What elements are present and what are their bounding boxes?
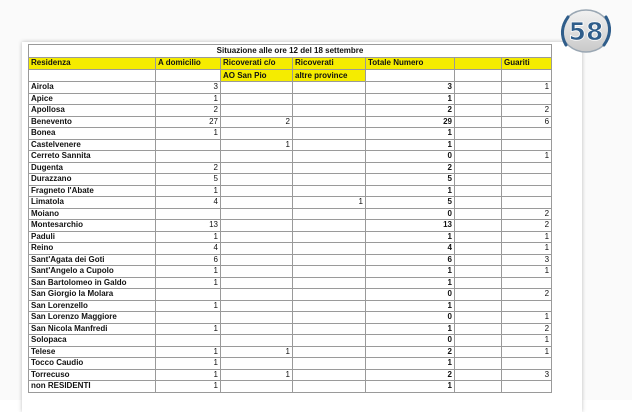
ricoverati-sanpio-cell (221, 208, 293, 220)
residenza-cell: San Lorenzello (29, 300, 156, 312)
spacer-cell (455, 243, 502, 255)
totale-cell: 2 (366, 162, 455, 174)
guariti-cell: 1 (502, 231, 552, 243)
guariti-cell: 2 (502, 323, 552, 335)
ricoverati-altre-cell (293, 116, 366, 128)
header-ricoverati-altre: Ricoverati (293, 58, 366, 70)
table-row (29, 335, 552, 347)
ricoverati-sanpio-cell (221, 358, 293, 370)
spacer-cell (455, 312, 502, 324)
table-row (29, 185, 552, 197)
table-row (29, 197, 552, 209)
guariti-cell: 2 (502, 289, 552, 301)
table-row (29, 289, 552, 301)
domicilio-cell: 4 (156, 197, 221, 209)
table-row (29, 174, 552, 186)
guariti-cell: 1 (502, 243, 552, 255)
ricoverati-sanpio-cell: 1 (221, 139, 293, 151)
residenza-cell: San Giorgio la Molara (29, 289, 156, 301)
ricoverati-altre-cell (293, 346, 366, 358)
domicilio-cell: 2 (156, 162, 221, 174)
ricoverati-altre-cell (293, 277, 366, 289)
spacer-cell (455, 151, 502, 163)
domicilio-cell: 1 (156, 231, 221, 243)
ricoverati-sanpio-cell (221, 243, 293, 255)
domicilio-cell: 1 (156, 346, 221, 358)
spacer-cell (455, 185, 502, 197)
domicilio-cell: 1 (156, 266, 221, 278)
spacer-cell (455, 105, 502, 117)
guariti-cell: 1 (502, 266, 552, 278)
table-row (29, 254, 552, 266)
domicilio-cell (156, 289, 221, 301)
spacer-cell (455, 174, 502, 186)
domicilio-cell: 1 (156, 277, 221, 289)
guariti-cell: 1 (502, 151, 552, 163)
totale-cell: 2 (366, 346, 455, 358)
guariti-cell (502, 174, 552, 186)
totale-cell: 0 (366, 312, 455, 324)
guariti-cell (502, 139, 552, 151)
domicilio-cell (156, 139, 221, 151)
totale-cell: 1 (366, 323, 455, 335)
header-residenza: Residenza (29, 58, 156, 70)
residenza-cell: Montesarchio (29, 220, 156, 232)
residenza-cell: San Bartolomeo in Galdo (29, 277, 156, 289)
totale-cell: 2 (366, 369, 455, 381)
domicilio-cell (156, 312, 221, 324)
spacer-cell (455, 128, 502, 140)
ricoverati-altre-cell (293, 128, 366, 140)
residenza-cell: Solopaca (29, 335, 156, 347)
ricoverati-sanpio-cell (221, 151, 293, 163)
domicilio-cell: 3 (156, 82, 221, 94)
table-row (29, 128, 552, 140)
totale-cell: 3 (366, 82, 455, 94)
residenza-cell: Sant'Angelo a Cupolo (29, 266, 156, 278)
guariti-cell (502, 197, 552, 209)
ricoverati-altre-cell (293, 266, 366, 278)
spacer-cell (455, 220, 502, 232)
table-row (29, 369, 552, 381)
ricoverati-sanpio-cell (221, 335, 293, 347)
totale-cell: 2 (366, 105, 455, 117)
residenza-cell: Tocco Caudio (29, 358, 156, 370)
spacer-cell (455, 254, 502, 266)
table-row (29, 323, 552, 335)
ricoverati-altre-cell (293, 289, 366, 301)
header-ricoverati-altre-line2: altre province (293, 70, 366, 82)
ricoverati-sanpio-cell (221, 300, 293, 312)
table-title-row (29, 45, 552, 58)
totale-cell: 0 (366, 289, 455, 301)
ricoverati-sanpio-cell: 2 (221, 116, 293, 128)
spacer-cell (455, 323, 502, 335)
totale-cell: 1 (366, 277, 455, 289)
domicilio-cell: 1 (156, 369, 221, 381)
ricoverati-altre-cell (293, 162, 366, 174)
ricoverati-altre-cell (293, 369, 366, 381)
table-row (29, 151, 552, 163)
guariti-cell: 2 (502, 105, 552, 117)
ricoverati-altre-cell (293, 358, 366, 370)
table-row (29, 243, 552, 255)
totale-cell: 1 (366, 266, 455, 278)
table-row (29, 231, 552, 243)
residenza-cell: San Nicola Manfredi (29, 323, 156, 335)
guariti-cell: 1 (502, 346, 552, 358)
spacer-cell (455, 197, 502, 209)
guariti-cell (502, 300, 552, 312)
totale-cell: 6 (366, 254, 455, 266)
header2-empty-2 (156, 70, 221, 82)
guariti-cell: 6 (502, 116, 552, 128)
table-row (29, 82, 552, 94)
totale-cell: 1 (366, 231, 455, 243)
header-totale: Totale Numero (366, 58, 455, 70)
spacer-cell (455, 208, 502, 220)
ricoverati-sanpio-cell (221, 162, 293, 174)
residenza-cell: Apollosa (29, 105, 156, 117)
residenza-cell: Castelvenere (29, 139, 156, 151)
residenza-cell: Apice (29, 93, 156, 105)
ricoverati-sanpio-cell (221, 82, 293, 94)
ricoverati-altre-cell (293, 105, 366, 117)
totale-cell: 5 (366, 197, 455, 209)
ricoverati-sanpio-cell: 1 (221, 369, 293, 381)
totale-cell: 4 (366, 243, 455, 255)
spacer-cell (455, 300, 502, 312)
domicilio-cell (156, 335, 221, 347)
domicilio-cell: 1 (156, 381, 221, 393)
totale-cell: 1 (366, 93, 455, 105)
ricoverati-sanpio-cell (221, 174, 293, 186)
spacer-cell (455, 335, 502, 347)
domicilio-cell: 1 (156, 323, 221, 335)
guariti-cell: 3 (502, 254, 552, 266)
totale-cell: 1 (366, 358, 455, 370)
residenza-cell: Durazzano (29, 174, 156, 186)
header2-empty-5 (366, 70, 455, 82)
ricoverati-altre-cell (293, 82, 366, 94)
logo-text: 58 (568, 17, 604, 46)
totale-cell: 0 (366, 151, 455, 163)
residenza-cell: Cerreto Sannita (29, 151, 156, 163)
guariti-cell: 2 (502, 208, 552, 220)
domicilio-cell: 1 (156, 93, 221, 105)
residenza-cell: Bonea (29, 128, 156, 140)
ricoverati-altre-cell (293, 254, 366, 266)
domicilio-cell: 1 (156, 358, 221, 370)
ricoverati-sanpio-cell (221, 289, 293, 301)
totale-cell: 13 (366, 220, 455, 232)
header-guariti: Guariti (502, 58, 552, 70)
spacer-cell (455, 231, 502, 243)
spacer-cell (455, 277, 502, 289)
domicilio-cell: 13 (156, 220, 221, 232)
totale-cell: 0 (366, 208, 455, 220)
totale-cell: 1 (366, 185, 455, 197)
guariti-cell: 1 (502, 82, 552, 94)
guariti-cell (502, 381, 552, 393)
channel-58-logo (552, 5, 620, 57)
header-ricoverati-sanpio-line2: AO San Pio (221, 70, 293, 82)
ricoverati-sanpio-cell (221, 254, 293, 266)
ricoverati-sanpio-cell: 1 (221, 346, 293, 358)
ricoverati-altre-cell (293, 243, 366, 255)
header2-empty-6 (455, 70, 502, 82)
table-row (29, 312, 552, 324)
spacer-cell (455, 116, 502, 128)
ricoverati-sanpio-cell (221, 105, 293, 117)
spacer-cell (455, 289, 502, 301)
table-row (29, 277, 552, 289)
table-row (29, 105, 552, 117)
table-row (29, 162, 552, 174)
guariti-cell: 2 (502, 220, 552, 232)
table-row (29, 116, 552, 128)
guariti-cell (502, 358, 552, 370)
spacer-cell (455, 93, 502, 105)
domicilio-cell: 1 (156, 300, 221, 312)
ricoverati-sanpio-cell (221, 128, 293, 140)
table-row (29, 358, 552, 370)
ricoverati-sanpio-cell (221, 220, 293, 232)
table-row (29, 208, 552, 220)
totale-cell: 1 (366, 139, 455, 151)
residenza-cell: Moiano (29, 208, 156, 220)
residenza-cell: Limatola (29, 197, 156, 209)
ricoverati-sanpio-cell (221, 231, 293, 243)
domicilio-cell (156, 208, 221, 220)
ricoverati-altre-cell: 1 (293, 197, 366, 209)
residenza-cell: San Lorenzo Maggiore (29, 312, 156, 324)
ricoverati-altre-cell (293, 220, 366, 232)
ricoverati-altre-cell (293, 231, 366, 243)
table-row (29, 381, 552, 393)
ricoverati-altre-cell (293, 139, 366, 151)
spacer-cell (455, 139, 502, 151)
table-title: Situazione alle ore 12 del 18 settembre (29, 45, 552, 58)
spacer-cell (455, 381, 502, 393)
guariti-cell: 1 (502, 335, 552, 347)
spacer-cell (455, 358, 502, 370)
totale-cell: 0 (366, 335, 455, 347)
table-header-row (29, 58, 552, 70)
residenza-cell: Torrecuso (29, 369, 156, 381)
ricoverati-sanpio-cell (221, 93, 293, 105)
header2-empty-1 (29, 70, 156, 82)
domicilio-cell: 4 (156, 243, 221, 255)
residenza-cell: Paduli (29, 231, 156, 243)
ricoverati-altre-cell (293, 151, 366, 163)
domicilio-cell: 2 (156, 105, 221, 117)
ricoverati-altre-cell (293, 381, 366, 393)
table-row (29, 220, 552, 232)
ricoverati-altre-cell (293, 323, 366, 335)
guariti-cell (502, 185, 552, 197)
guariti-cell: 1 (502, 312, 552, 324)
table-row (29, 300, 552, 312)
totale-cell: 1 (366, 300, 455, 312)
ricoverati-sanpio-cell (221, 312, 293, 324)
spacer-cell (455, 162, 502, 174)
ricoverati-sanpio-cell (221, 197, 293, 209)
residenza-cell: Dugenta (29, 162, 156, 174)
domicilio-cell: 1 (156, 128, 221, 140)
table-row (29, 266, 552, 278)
ricoverati-altre-cell (293, 335, 366, 347)
totale-cell: 1 (366, 381, 455, 393)
ricoverati-sanpio-cell (221, 277, 293, 289)
ricoverati-sanpio-cell (221, 185, 293, 197)
residenza-cell: Fragneto l'Abate (29, 185, 156, 197)
guariti-cell (502, 277, 552, 289)
ricoverati-altre-cell (293, 300, 366, 312)
covid-situation-table (28, 44, 552, 393)
ricoverati-altre-cell (293, 185, 366, 197)
guariti-cell: 3 (502, 369, 552, 381)
ricoverati-altre-cell (293, 93, 366, 105)
domicilio-cell: 1 (156, 185, 221, 197)
residenza-cell: Telese (29, 346, 156, 358)
header-ricoverati-sanpio: Ricoverati c/o (221, 58, 293, 70)
totale-cell: 29 (366, 116, 455, 128)
spacer-cell (455, 82, 502, 94)
spacer-cell (455, 266, 502, 278)
header2-empty-7 (502, 70, 552, 82)
table-row (29, 139, 552, 151)
residenza-cell: Sant'Agata dei Goti (29, 254, 156, 266)
ricoverati-altre-cell (293, 208, 366, 220)
ricoverati-altre-cell (293, 174, 366, 186)
domicilio-cell: 5 (156, 174, 221, 186)
table-row (29, 346, 552, 358)
totale-cell: 5 (366, 174, 455, 186)
residenza-cell: Airola (29, 82, 156, 94)
guariti-cell (502, 128, 552, 140)
domicilio-cell (156, 151, 221, 163)
guariti-cell (502, 93, 552, 105)
ricoverati-sanpio-cell (221, 323, 293, 335)
table-row (29, 93, 552, 105)
ricoverati-sanpio-cell (221, 266, 293, 278)
guariti-cell (502, 162, 552, 174)
totale-cell: 1 (366, 128, 455, 140)
residenza-cell: Benevento (29, 116, 156, 128)
header-domicilio: A domicilio (156, 58, 221, 70)
table-header-row-2 (29, 70, 552, 82)
residenza-cell: Reino (29, 243, 156, 255)
domicilio-cell: 6 (156, 254, 221, 266)
spacer-cell (455, 369, 502, 381)
spacer-cell (455, 346, 502, 358)
ricoverati-sanpio-cell (221, 381, 293, 393)
domicilio-cell: 27 (156, 116, 221, 128)
residenza-cell: non RESIDENTI (29, 381, 156, 393)
ricoverati-altre-cell (293, 312, 366, 324)
header-spacer (455, 58, 502, 70)
